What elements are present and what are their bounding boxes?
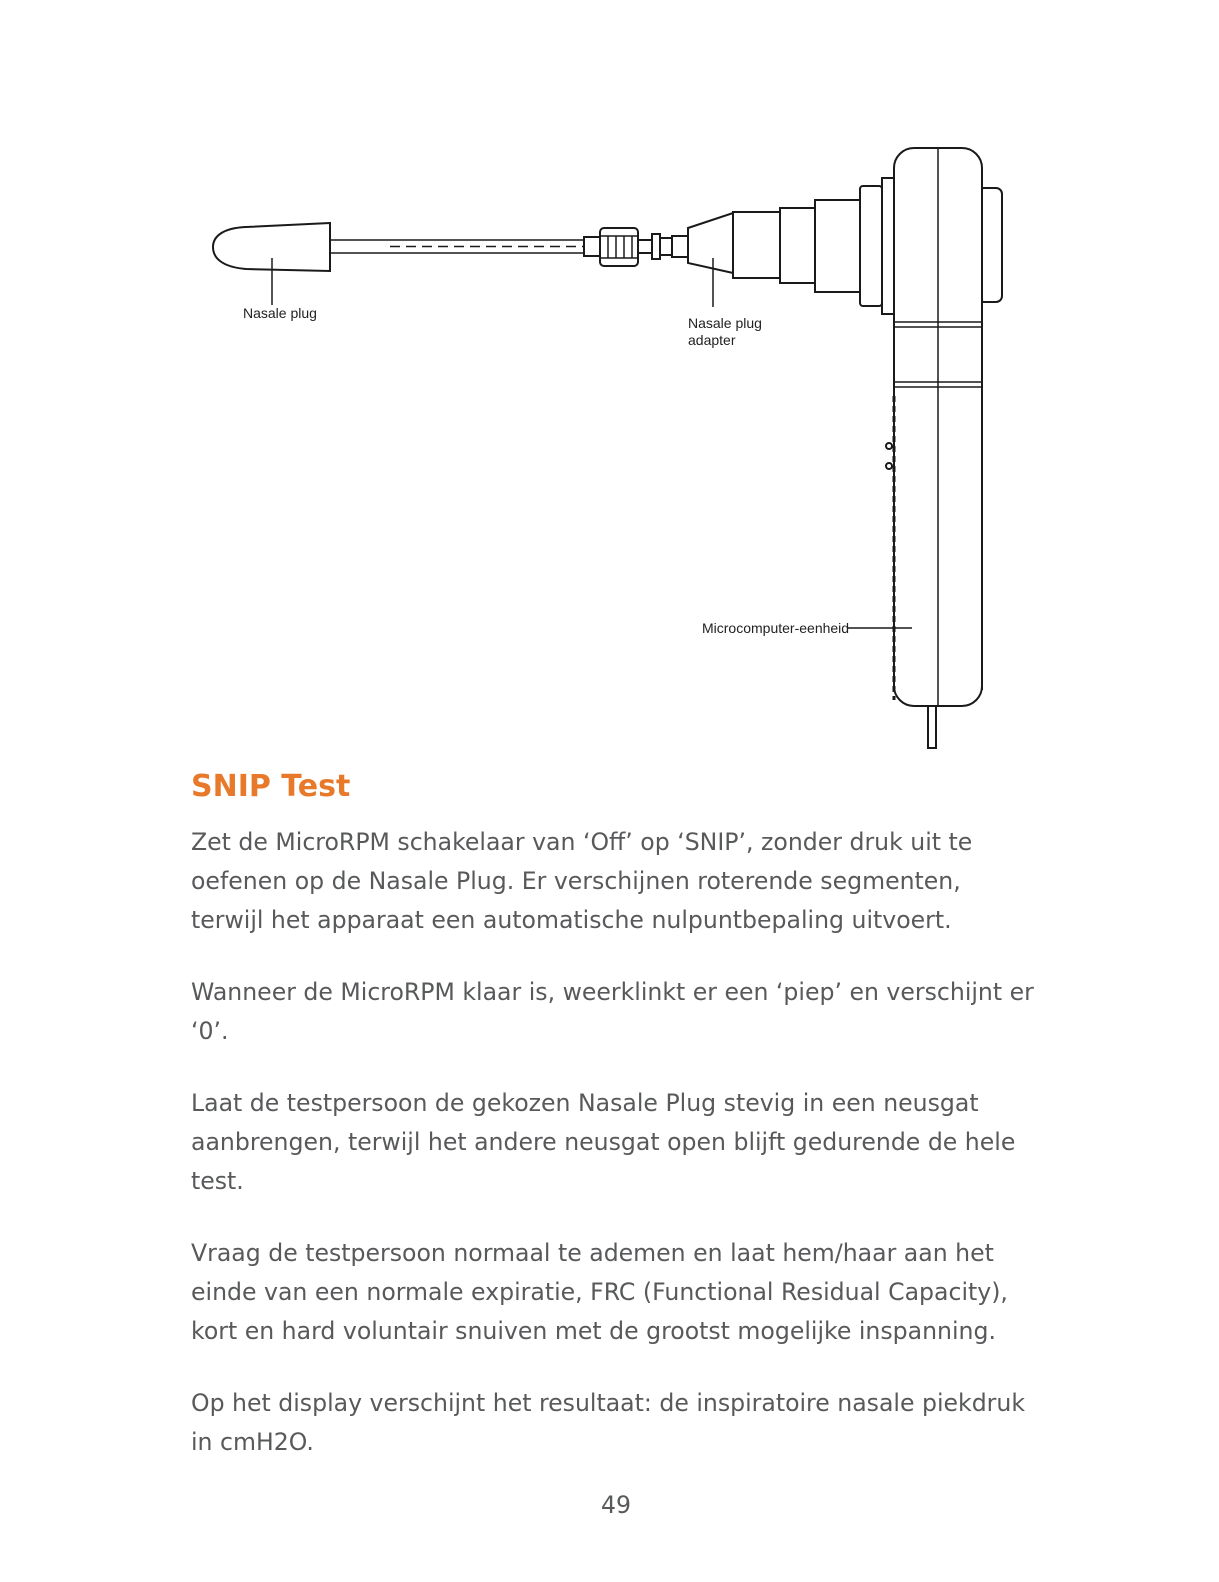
device-diagram — [0, 0, 1219, 760]
paragraph-line: Vraag de testpersoon normaal te ademen en laat hem/haar aan het — [191, 1239, 994, 1267]
section-title: SNIP Test — [191, 769, 351, 804]
paragraph-line: Laat de testpersoon de gekozen Nasale Plug stevig in een neusgat — [191, 1089, 979, 1117]
adapter-label-line2: adapter — [688, 332, 736, 348]
device-cable — [928, 706, 936, 748]
section-body — [191, 823, 1091, 1495]
paragraph-line: Op het display verschijnt het resultaat: de inspiratoire nasale piekdruk — [191, 1389, 1025, 1417]
paragraph-line: oefenen op de Nasale Plug. Er verschijnen roterende segmenten, — [191, 867, 961, 895]
paragraph — [191, 1084, 1091, 1201]
paragraph-line: in cmH2O. — [191, 1428, 314, 1456]
nasal-plug-adapter-cone — [688, 213, 733, 273]
paragraph-line: einde van een normale expiratie, FRC (Functional Residual Capacity), — [191, 1278, 1008, 1306]
paragraph-line: ‘0’. — [191, 1017, 229, 1045]
adapter-base — [882, 178, 894, 314]
adapter-label-line1: Nasale plug — [688, 315, 762, 331]
device-side-button — [886, 463, 892, 469]
paragraph — [191, 973, 1091, 1051]
paragraph — [191, 823, 1091, 940]
nasal-plug-label: Nasale plug — [243, 305, 317, 321]
adapter-cylinder-2 — [780, 208, 815, 283]
connector-tip — [672, 236, 688, 257]
adapter-cylinder-3 — [815, 200, 860, 292]
connector-stem — [660, 238, 672, 255]
adapter-flange — [860, 186, 882, 306]
paragraph-line: test. — [191, 1167, 244, 1195]
connector-neck — [638, 240, 652, 253]
paragraph-line: aanbrengen, terwijl het andere neusgat open blijft gedurende de hele — [191, 1128, 1016, 1156]
microcomputer-label: Microcomputer-eenheid — [702, 620, 850, 636]
page-number: 49 — [600, 1491, 632, 1519]
paragraph-line: terwijl het apparaat een automatische nulpuntbepaling uitvoert. — [191, 906, 952, 934]
paragraph — [191, 1234, 1091, 1351]
connector-collar — [652, 234, 660, 259]
device-side-button — [886, 443, 892, 449]
paragraph-line: Wanneer de MicroRPM klaar is, weerklinkt er een ‘piep’ en verschijnt er — [191, 978, 1034, 1006]
paragraph-line: kort en hard voluntair snuiven met de grootst mogelijke inspanning. — [191, 1317, 996, 1345]
paragraph — [191, 1384, 1091, 1462]
tube-connector-ring — [584, 237, 600, 256]
paragraph-line: Zet de MicroRPM schakelaar van ‘Off’ op ‘SNIP’, zonder druk uit te — [191, 828, 973, 856]
adapter-cylinder-1 — [733, 212, 780, 278]
